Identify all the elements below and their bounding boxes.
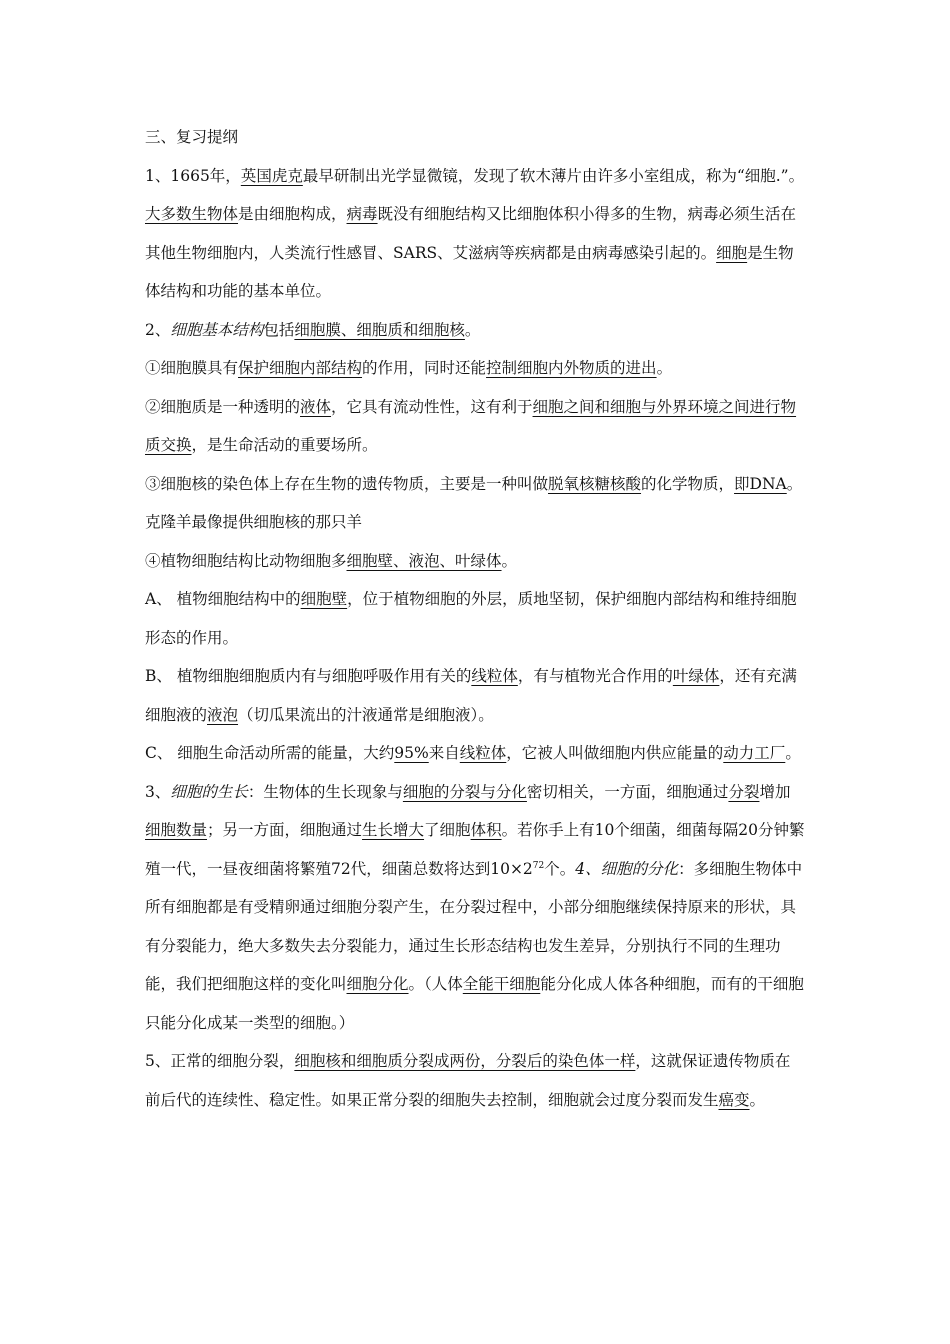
paragraph-8 [145,657,805,734]
p6-run: 细胞壁、液泡、叶绿体 [346,551,502,570]
p5-run: 的化学物质， [641,474,735,493]
p5-run: ③细胞核的染色体上存在生物的遗传物质，主要是一种叫做 [145,474,549,493]
paragraph-3 [145,349,805,388]
p10-run: ：生物体的生长现象与 [247,782,403,801]
p3-run: 的作用，同时还能 [362,359,487,377]
p10-run: 72 [532,860,545,871]
p6-run: 。 [501,551,518,570]
p2-run: 2、 [145,320,171,339]
p3-run: 控制细胞内外物质的进出 [486,359,657,377]
p10-run: 。若你手上有10个细菌，细菌每隔20分钟繁殖一代，一昼夜细菌将繁殖72代，细菌总数将达到10×2 [145,821,805,878]
p4-run: ，是生命活动的重要场所。 [191,436,378,454]
p10-run: 增加 [759,782,791,801]
p3-run: 保护细胞内部结构 [238,359,363,377]
p7-run: ，位于植物细胞的外层，质地坚韧，保护细胞内部结构和维持细胞形态的作用。 [145,590,797,647]
paragraph-9 [145,734,805,773]
p10-run: 细胞数量 [145,821,208,839]
p1-run: 病毒 [346,205,378,223]
paragraph-10 [145,773,805,1043]
p2-run: 细胞膜、细胞质和细胞核 [294,320,465,339]
p1-run: 大多数生物体 [145,205,239,223]
p10-run: 细胞的生长 [170,782,248,801]
p10-run: 体积 [470,821,502,839]
paragraph-4 [145,388,805,465]
paragraph-1 [145,157,805,311]
p10-run: 全能干细胞 [462,975,541,993]
p5-run: 脱氧核糖核酸 [548,474,642,493]
p1-run: 英国虎克 [240,166,303,185]
p1-run: 细胞 [716,243,748,262]
p2-run: 包括 [263,320,295,339]
p11-run: 癌变 [718,1090,750,1109]
p8-run: 叶绿体 [672,667,720,685]
p8-run: ，还有充满细胞液的 [145,667,797,724]
p10-run: 。（人体 [408,975,463,993]
p10-run: 密切相关，一方面，细胞通过 [526,782,729,801]
paragraph-7 [145,580,805,657]
p2-run: 。 [464,320,481,339]
p4-run: 液体 [300,397,332,416]
p4-run: ②细胞质是一种透明的 [145,397,301,416]
p9-run: 线粒体 [459,744,507,762]
paragraph-6 [145,542,805,581]
p1-run: 是生物体结构和功能的基本单位。 [145,243,794,300]
paragraph-5 [145,465,805,542]
document-body [145,118,805,1119]
p10-run: 分裂 [728,782,760,801]
p1-run: 是由细胞构成， [238,205,347,223]
p7-run: A、 植物细胞结构中的 [145,590,301,608]
p11-run: 细胞核和细胞质分裂成两份，分裂后的染色体一样 [294,1052,636,1070]
p8-run: ，有与植物光合作用的 [517,667,673,685]
p11-run: ，这就保证遗传物质在前后代的连续性、稳定性。如果正常分裂的细胞失去控制，细胞就会过度分裂而发生 [145,1052,791,1109]
p3-run: ①细胞膜具有 [145,359,239,377]
p9-run: 来自 [428,744,460,762]
p10-run: 能分化成人体各种细胞，而有的干细胞只能分化成某一类型的细胞。） [145,975,804,1032]
p7-run: 细胞壁 [300,590,348,608]
section-heading: 三、复习提纲 [145,128,239,146]
p8-run: 线粒体 [471,667,518,685]
p1-run: 最早研制出光学显微镜，发现了软木薄片由许多小室组成，称为“细胞.”。 [302,166,805,185]
p11-run: 。 [749,1090,766,1109]
p10-run: 细胞分化 [346,975,409,993]
p10-run: 个。 [544,859,576,878]
p2-run: 细胞基本结构 [170,320,264,339]
paragraph-11 [145,1042,805,1119]
p5-run: 即DNA [734,474,787,493]
p1-run: 既没有细胞结构又比细胞体积小得多的生物，病毒必须生活在其他生物细胞内，人类流行性感冒、SARS、艾滋病等疾病都是由病毒感染引起的。 [145,205,797,262]
p10-run: 3、 [145,782,171,801]
p10-run: 细胞的分裂与分化 [402,782,527,801]
p9-run: 。 [785,744,801,762]
p9-run: ，它被人叫做细胞内供应能量的 [506,744,724,762]
p3-run: 。 [656,359,673,377]
p8-run: （切瓜果流出的汁液通常是细胞液）。 [238,705,494,724]
p9-run: C、 细胞生命活动所需的能量，大约 [145,744,395,762]
p11-run: 5、正常的细胞分裂， [145,1052,295,1070]
p6-run: ④植物细胞结构比动物细胞多 [145,551,347,570]
p8-run: B、 植物细胞细胞质内有与细胞呼吸作用有关的 [145,667,472,685]
p5-run: 。克隆羊最像提供细胞核的那只羊 [145,474,803,531]
p4-run: 细胞之间和细胞与外界环境之间进行物质交换 [145,397,797,454]
p8-run: 液泡 [207,705,239,724]
p9-run: 动力工厂 [723,744,786,762]
p10-run: ：多细胞生物体中所有细胞都是有受精卵通过细胞分裂产生，在分裂过程中，小部分细胞继续保持原来的形状，具有分裂能力，绝大多数失去分裂能力，通过生长形态结构也发生差异，分别执行不同的生理功能，我们把细胞这样的变化叫 [145,859,803,993]
p10-run: 了细胞 [424,821,471,839]
p10-run: ；另一方面，细胞通过 [207,821,363,839]
p10-run: 4、细胞的分化 [575,859,679,878]
p10-run: 生长增大 [362,821,425,839]
paragraph-2 [145,311,805,350]
p4-run: ，它具有流动性性，这有利于 [331,397,533,416]
p1-run: 1、1665年， [145,166,241,185]
p9-run: 95% [394,744,429,762]
